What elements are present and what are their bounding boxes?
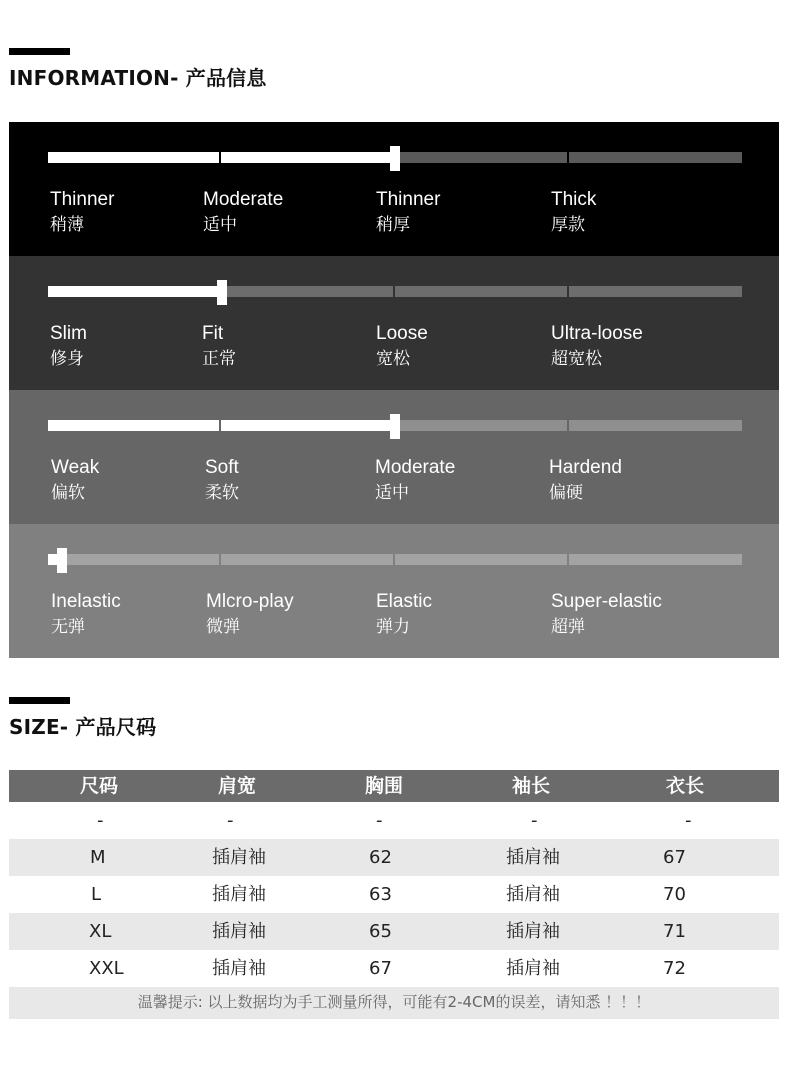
scale-label-cn: 宽松 xyxy=(376,349,410,369)
attribute-band xyxy=(9,122,779,256)
scale-segment xyxy=(569,420,742,431)
scale-fill xyxy=(221,420,393,431)
scale-segment xyxy=(569,554,742,565)
info-section-bar xyxy=(9,48,70,55)
scale-label xyxy=(376,188,440,238)
scale-label-cn: 适中 xyxy=(203,215,237,235)
scale-label-cn: 稍厚 xyxy=(376,215,410,235)
scale-label-en: Slim xyxy=(50,323,87,344)
header-sleeve: 袖长 xyxy=(511,775,550,797)
scale-segment xyxy=(395,420,567,431)
table-cell: 67 xyxy=(663,847,686,868)
table-cell: L xyxy=(91,884,102,905)
scale-label-cn: 柔软 xyxy=(205,483,239,503)
scale-marker xyxy=(390,146,400,171)
scale-label-cn: 弹力 xyxy=(376,617,410,637)
table-cell: 71 xyxy=(663,921,686,942)
table-cell: - xyxy=(376,810,383,831)
scale-label-cn: 偏软 xyxy=(51,483,85,503)
scale-label xyxy=(549,456,622,506)
header-length: 衣长 xyxy=(665,775,704,797)
scale-fill xyxy=(48,152,219,163)
table-row xyxy=(9,950,779,987)
scale-label xyxy=(50,322,87,372)
scale-fill xyxy=(221,152,393,163)
attribute-scale-track xyxy=(48,286,742,297)
table-cell: 63 xyxy=(369,884,392,905)
attribute-band xyxy=(9,256,779,390)
table-row xyxy=(9,802,779,839)
table-cell: - xyxy=(531,810,538,831)
header-size: 尺码 xyxy=(79,775,118,797)
attribute-scale-track xyxy=(48,554,742,565)
scale-label-cn: 超宽松 xyxy=(551,349,602,369)
scale-segment xyxy=(221,286,393,297)
scale-segment xyxy=(395,286,567,297)
scale-label-en: Weak xyxy=(51,457,100,478)
scale-segment xyxy=(569,286,742,297)
table-cell: 65 xyxy=(369,921,392,942)
scale-label-en: Inelastic xyxy=(51,591,121,612)
scale-segment xyxy=(395,152,567,163)
scale-label xyxy=(51,590,121,640)
table-row xyxy=(9,913,779,950)
scale-label-en: Thinner xyxy=(50,189,115,210)
attribute-scale-track xyxy=(48,152,742,163)
scale-label-en: Ultra-loose xyxy=(551,323,643,344)
scale-label-en: Fit xyxy=(202,323,224,344)
size-table xyxy=(9,770,779,1019)
scale-label xyxy=(205,456,239,506)
size-section-title: SIZE- 产品尺码 xyxy=(9,715,157,739)
scale-label-en: Moderate xyxy=(375,457,456,478)
scale-label-en: Thick xyxy=(551,189,597,210)
table-cell: M xyxy=(90,847,106,868)
scale-segment xyxy=(48,554,219,565)
scale-label xyxy=(376,590,432,640)
table-cell: XXL xyxy=(89,958,124,979)
attribute-scale-track xyxy=(48,420,742,431)
attribute-band xyxy=(9,390,779,524)
scale-label xyxy=(376,322,428,372)
table-cell: - xyxy=(227,810,234,831)
table-cell: XL xyxy=(89,921,112,942)
table-row xyxy=(9,839,779,876)
scale-segment xyxy=(221,554,393,565)
header-chest: 胸围 xyxy=(364,775,403,797)
scale-marker xyxy=(57,548,67,573)
table-row xyxy=(9,876,779,913)
table-cell: 插肩袖 xyxy=(212,958,266,979)
scale-label xyxy=(551,188,596,238)
scale-label-en: Thinner xyxy=(376,189,441,210)
scale-label xyxy=(202,322,236,372)
table-cell: 插肩袖 xyxy=(212,884,266,905)
scale-label xyxy=(203,188,283,238)
table-cell: 67 xyxy=(369,958,392,979)
scale-label xyxy=(551,590,662,640)
size-section-bar xyxy=(9,697,70,704)
scale-segment xyxy=(395,554,567,565)
header-shoulder: 肩宽 xyxy=(217,775,256,797)
scale-fill xyxy=(48,286,219,297)
scale-label xyxy=(206,590,294,640)
table-cell: 插肩袖 xyxy=(506,921,560,942)
scale-label xyxy=(375,456,455,506)
table-cell: - xyxy=(97,810,104,831)
scale-label-cn: 偏硬 xyxy=(549,483,583,503)
table-cell: 插肩袖 xyxy=(212,921,266,942)
table-cell: 62 xyxy=(369,847,392,868)
scale-label-cn: 适中 xyxy=(375,483,409,503)
size-table-header xyxy=(9,770,779,802)
table-cell: - xyxy=(685,810,692,831)
scale-segment xyxy=(569,152,742,163)
scale-label-en: Soft xyxy=(205,457,239,478)
measurement-note: 温馨提示: 以上数据均为手工测量所得，可能有2-4CM的误差，请知悉 ！！！ xyxy=(9,987,779,1019)
scale-label-en: Hardend xyxy=(549,457,622,478)
table-cell: 插肩袖 xyxy=(506,847,560,868)
info-section-title: INFORMATION- 产品信息 xyxy=(9,66,267,90)
table-cell: 72 xyxy=(663,958,686,979)
scale-label-cn: 厚款 xyxy=(551,215,585,235)
table-cell: 插肩袖 xyxy=(506,884,560,905)
scale-label-en: Mlcro-play xyxy=(206,591,294,612)
table-cell: 70 xyxy=(663,884,686,905)
scale-label-en: Loose xyxy=(376,323,428,344)
scale-label-cn: 稍薄 xyxy=(50,215,84,235)
scale-label-cn: 正常 xyxy=(202,349,236,369)
scale-label-en: Elastic xyxy=(376,591,432,612)
scale-label-cn: 超弹 xyxy=(551,617,585,637)
scale-marker xyxy=(217,280,227,305)
scale-label-en: Super-elastic xyxy=(551,591,662,612)
size-table-body xyxy=(9,802,779,987)
scale-label-en: Moderate xyxy=(203,189,284,210)
scale-label xyxy=(51,456,99,506)
scale-label xyxy=(50,188,114,238)
table-cell: 插肩袖 xyxy=(506,958,560,979)
scale-marker xyxy=(390,414,400,439)
attribute-band xyxy=(9,524,779,658)
table-cell: 插肩袖 xyxy=(212,847,266,868)
scale-label-cn: 无弹 xyxy=(51,617,85,637)
scale-label-cn: 修身 xyxy=(50,349,84,369)
scale-label-cn: 微弹 xyxy=(206,617,240,637)
scale-label xyxy=(551,322,643,372)
scale-fill xyxy=(48,420,219,431)
